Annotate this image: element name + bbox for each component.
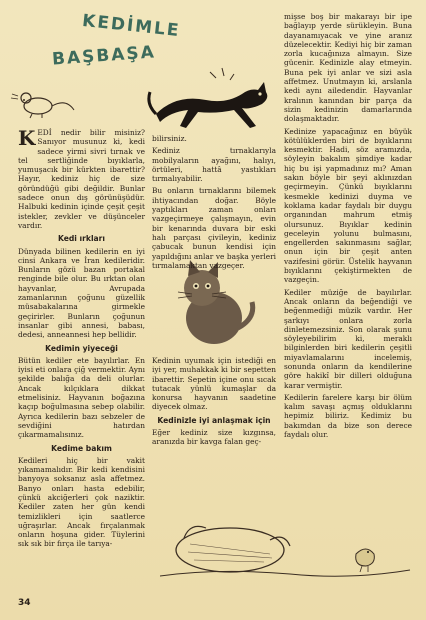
intro-paragraph xyxy=(18,128,145,230)
paragraph-muzik: Kediler müziğe de bayılırlar. Ancak onların da beğendiği ve beğenmediği müzik vardır. Her şarkıyı onlara zorla dinletemezsiniz. Son olarak şunu söyleyebilirim ki, meraklı bilginlerden biri kedilerin çeşitli miyavlamalarını incelemiş, sonunda onların da kendilerine göre hakikî bir dilleri olduğuna karar vermiştir. xyxy=(284,287,412,390)
title-line-2: BAŞBAŞA xyxy=(51,42,157,70)
column-3 xyxy=(284,12,412,492)
heading-kedime-bakim: Kedime bakım xyxy=(51,443,112,453)
column-1 xyxy=(18,128,145,598)
heading-iyi-anlasmak: Kedinizle iyi anlaşmak için xyxy=(157,415,271,425)
paragraph-tirnaklar: Kediniz tırnaklarıyla mobilyaların ayağını, halıyı, örtüleri, hattâ yastıkları tırmalıyabilir. xyxy=(152,146,276,184)
paragraph-continued: bilirsiniz. xyxy=(152,134,187,143)
column-2-bottom xyxy=(152,356,276,488)
intro-text: EDİ nedir bilir misiniz? Sanıyor musunuz ki, kedi sadece yirmi sivri tırnak ve tel sertliğinde bıyıklarla, yumuşacık bir kürkten ibarettir? Hayır, kediniz hiç de size göründüğü gibi değildir. Bunlar sadece onun dış görünüşüdür. Halbuki kedinin içinde çeşit çeşit istekler, zevkler ve düşünceler vardır. xyxy=(18,128,145,230)
running-cat-illustration xyxy=(146,64,276,136)
paragraph-kedimin-yiyecegi: Bütün kediler ete bayılırlar. En iyisi eti onlara çiğ vermektir. Aynı şekilde balığa da deli olurlar. Ancak kılçıklara dikkat etmelisiniz. Hayvanın boğazına kaçıp boğulmasına sebep olabilir. Ayrıca kedilerin bazı sebzeler de sevdiğini hatırdan çıkarmamalısınız. xyxy=(18,355,145,440)
paragraph-tirnak-bileme: Bu onların tırnaklarını bilemek ihtiyacından doğar. Böyle yaptıkları zaman onları vazgeçirmeye çalışmayın, evin bir kenarında duvara bir eski halı parçası çivileyin, kediniz çabucak bunun kendisi için yapıldığını anlar ve başka yerleri tırmalamaktan vazgeçer. xyxy=(152,186,276,270)
title-line-1: KEDİMLE xyxy=(81,10,182,42)
drop-cap: K xyxy=(18,126,36,150)
paragraph-fareler: Kedilerin farelere karşı bir ölüm kalım savaşı açmış olduklarını hepimiz biliriz. Kedimiz bu bakımdan da bize son derece faydalı olur. xyxy=(284,392,412,440)
heading-kedi-irklari: Kedi ırkları xyxy=(57,234,106,244)
page-number: 34 xyxy=(18,598,31,608)
sleeping-cat-illustration xyxy=(160,488,420,588)
paragraph-kavga: Eğer kediniz size kızgınsa, aranızda bir kavga falan geç- xyxy=(152,428,276,447)
paragraph-biyiklar: Kedinize yapacağınız en büyük kötülüklerden biri de bıyıklarını kesmektir. Hadi, söz aramızda, söyleyin bakalım şimdiye kadar hiç bu işi yapmadınız mı? Aman sakın böyle bir şeyi aklınızdan geçirmeyin. Çünkü bıyıklarını kesmekle kedinizi duyma ve koklama kadar faydalı bir duygu organından mahrum etmiş olursunuz. Bıyıklar kedinin geceleyin yolunu bulmasını, engellerden sakınmasını sağlar, onun için bir çeşit anten vazifesini görür. Üstelik hayvanın bıyıklarını çekiştirmekten de vazgeçin. xyxy=(284,126,412,285)
paragraph-makara: mişse boş bir makarayı bir ipe bağlayıp yerde sürükleyin. Buna dayanamıyacak ve yine aranız düzelecektir. Kediyi hiç bir zaman zorla kucağınıza almayın. Size gücenir. Kedinizle alay etmeyin. Buna pek iyi anlar ve sizi asla affetmez. Unutmayın ki, arslanla kedi aynı ailedendir. Hayvanlar kralının kanından bir parça da sizin kedinizin damarlarında dolaşmaktadır. xyxy=(284,12,412,124)
kitten-illustration xyxy=(168,258,258,350)
paragraph-kedime-bakim: Kedileri hiç bir vakit yıkamamalıdır. Bir kedi kendisini banyoya soksanız asla affetmez. Banyo onları hasta edebilir, çünkü akciğerleri çok naziktir. Kediler zaten her gün kendi temizlikleri için saatlerce uğraşırlar. Ancak fırçalanmak onların hoşuna gider. Tüylerini sık sık bir fırça ile tarıya- xyxy=(18,455,145,549)
column-2-top xyxy=(152,134,276,270)
paragraph-kedi-irklari: Dünyada bilinen kedilerin en iyi cinsi Ankara ve İran kedileridir. Bunların gözü bazan portakal renginde bile olur. Bu ırktan olan hayvanlar, Avrupada zamanlarının çoğunu güzellik müsabakalarına girmekle geçirirler. Bunların çoğunun insanlar gibi annesi, babası, dedesi, anneannesi hep bellidir. xyxy=(18,246,145,340)
paragraph-uyku-sepeti: Kedinin uyumak için istediği en iyi yer, muhakkak ki bir sepetten ibarettir. Sepetin içine onu sıcak tutacak yünlü kumaşlar da konursa hayvanın saadetine diyecek olmaz. xyxy=(152,356,276,412)
heading-kedimin-yiyecegi: Kedimin yiyeceği xyxy=(45,343,118,353)
mouse-illustration xyxy=(8,84,78,120)
